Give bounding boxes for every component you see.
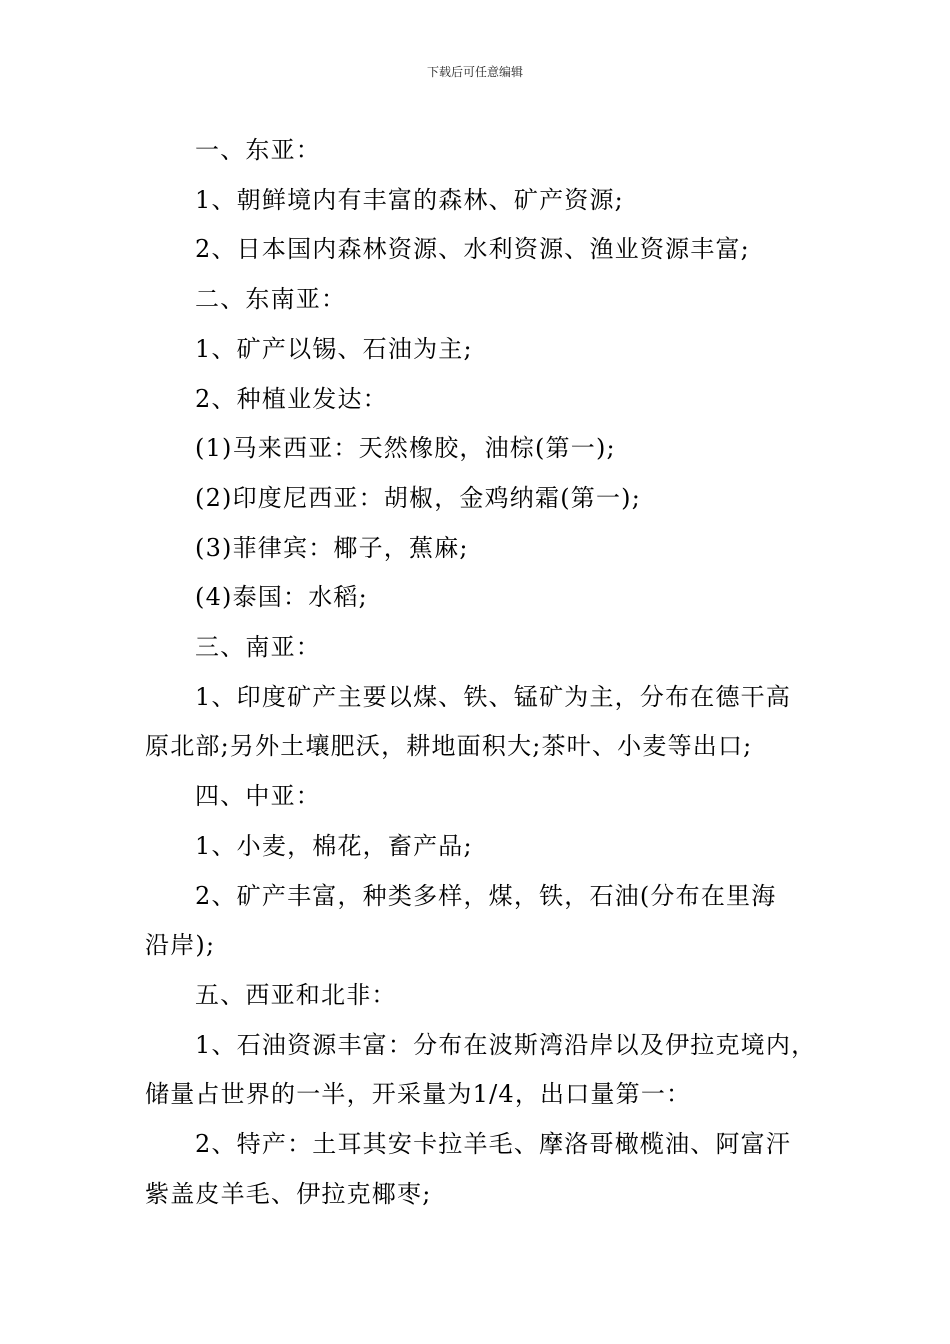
paragraph-line: 2、特产：土耳其安卡拉羊毛、摩洛哥橄榄油、阿富汗 [195, 1130, 792, 1159]
sub-list-item [145, 424, 810, 474]
document-body [145, 126, 817, 1219]
paragraph-line: (4)泰国：水稻; [195, 583, 368, 612]
list-item [145, 1021, 817, 1120]
section-heading-south-asia [145, 623, 810, 673]
section-heading-east-asia [145, 126, 810, 176]
section-heading-southeast-asia [145, 275, 810, 325]
section-heading-west-asia-north-africa [145, 971, 810, 1021]
sub-list-item [145, 524, 810, 574]
paragraph-line: 1、朝鲜境内有丰富的森林、矿产资源; [195, 185, 624, 214]
list-item [145, 1120, 810, 1219]
paragraph-line: 1、矿产以锡、石油为主; [195, 334, 473, 363]
list-item [145, 872, 810, 971]
list-item [145, 325, 810, 375]
paragraph-line: 2、矿产丰富，种类多样，煤，铁，石油(分布在里海 [195, 881, 777, 910]
paragraph-line: (3)菲律宾：椰子，蕉麻; [195, 533, 469, 562]
paragraph-line: (2)印度尼西亚：胡椒，金鸡纳霜(第一); [195, 483, 642, 512]
paragraph-line: 2、种植业发达： [195, 384, 388, 413]
paragraph-line: 2、日本国内森林资源、水利资源、渔业资源丰富; [195, 235, 750, 264]
list-item [145, 822, 810, 872]
section-heading-central-asia [145, 772, 810, 822]
paragraph-line: (1)马来西亚：天然橡胶，油棕(第一); [195, 434, 616, 463]
paragraph-line: 1、石油资源丰富：分布在波斯湾沿岸以及伊拉克境内， [195, 1030, 817, 1059]
paragraph-line-continued: 紫盖皮羊毛、伊拉克椰枣; [145, 1179, 432, 1208]
sub-list-item [145, 573, 810, 623]
paragraph-line: 1、印度矿产主要以煤、铁、锰矿为主，分布在德干高 [195, 682, 792, 711]
paragraph-line: 一、东亚： [195, 136, 321, 164]
sub-list-item [145, 474, 810, 524]
list-item [145, 673, 810, 772]
paragraph-line: 五、西亚和北非： [195, 980, 397, 1009]
paragraph-line-continued: 原北部;另外土壤肥沃，耕地面积大;茶叶、小麦等出口; [145, 732, 753, 761]
list-item [145, 375, 810, 425]
paragraph-line: 1、小麦，棉花，畜产品; [195, 831, 473, 860]
paragraph-line-continued: 储量占世界的一半，开采量为1/4，出口量第一： [145, 1080, 692, 1109]
paragraph-line: 二、东南亚： [195, 285, 347, 314]
list-item [145, 225, 810, 275]
page-header: 下载后可任意编辑 [426, 65, 523, 79]
paragraph-line: 四、中亚： [195, 782, 321, 811]
paragraph-line-continued: 沿岸); [145, 931, 216, 960]
paragraph-line: 三、南亚： [195, 633, 321, 662]
list-item [145, 176, 810, 226]
